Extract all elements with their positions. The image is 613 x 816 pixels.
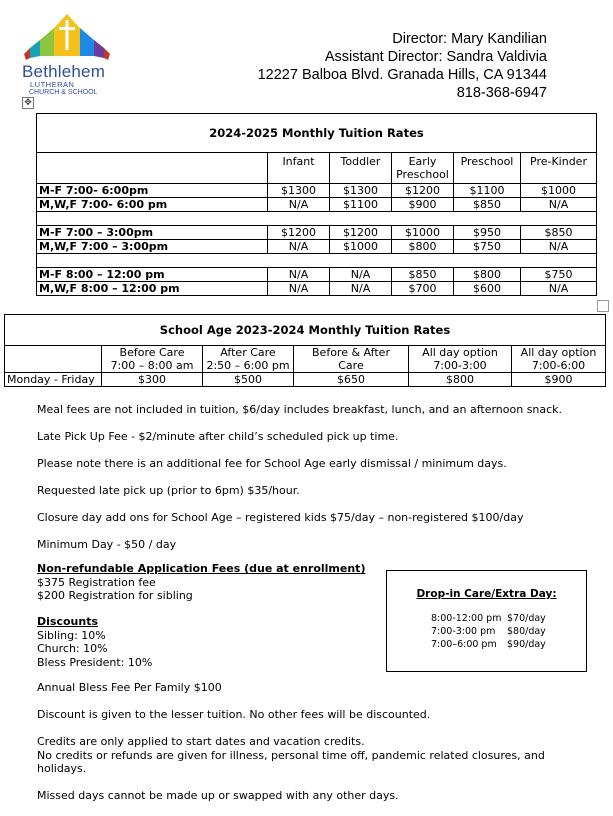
school-age-tuition-table <box>4 314 606 387</box>
rate-cell: $750 <box>521 268 597 282</box>
note-paragraph: Meal fees are not included in tuition, $6/day includes breakfast, lunch, and an afternoon snack. <box>37 403 563 416</box>
col-header-all-day-6 <box>512 346 606 373</box>
col-header-line: 7:00-3:00 <box>433 359 487 372</box>
table-row <box>37 226 597 240</box>
col-header-before-care <box>102 346 203 373</box>
rate-cell: $900 <box>512 373 606 387</box>
rate-cell: $750 <box>454 240 521 254</box>
discount-item: Sibling: 10% <box>37 628 106 642</box>
table-resize-handle[interactable] <box>597 300 609 312</box>
spacer-row <box>37 212 597 226</box>
discount-item: Church: 10% <box>37 642 108 655</box>
note-paragraph <box>37 735 597 776</box>
note-paragraph: Requested late pick up (prior to 6pm) $35/hour. <box>37 484 300 498</box>
rate-cell: N/A <box>268 268 330 282</box>
note-paragraph: Minimum Day - $50 / day <box>37 538 177 552</box>
row-label: M-F 7:00 – 3:00pm <box>37 226 268 240</box>
col-header-early-preschool: Early Preschool <box>392 153 454 184</box>
discounts-heading: Discounts <box>37 615 98 628</box>
fee-item: $200 Registration for sibling <box>37 589 193 602</box>
note-paragraph: Closure day add ons for School Age – registered kids $75/day – non-registered $100/day <box>37 511 524 525</box>
note-line: Credits are only applied to start dates and vacation credits. <box>37 735 365 748</box>
rate-cell: $1000 <box>392 226 454 240</box>
note-paragraph: Please note there is an additional fee for School Age early dismissal / minimum days. <box>37 457 507 471</box>
rate-cell: $650 <box>294 373 409 387</box>
col-header-toddler: Toddler <box>330 153 392 184</box>
table-row <box>37 240 597 254</box>
row-label: M-F 7:00- 6:00pm <box>37 184 268 198</box>
rate-cell: N/A <box>521 240 597 254</box>
table-row <box>5 373 606 387</box>
table-move-handle-icon[interactable]: ✥ <box>22 97 34 109</box>
application-fees-heading: Non-refundable Application Fees (due at enrollment) <box>37 562 366 575</box>
table-row <box>37 282 597 296</box>
rate-cell: $1200 <box>392 184 454 198</box>
col-header-line: All day option <box>422 346 498 359</box>
col-header-line: Care <box>338 359 364 372</box>
rate-cell: $500 <box>203 373 294 387</box>
row-label: M,W,F 7:00 – 3:00pm <box>37 240 268 254</box>
drop-in-price: $80/day <box>507 626 546 637</box>
note-line: No credits or refunds are given for illness, personal time off, pandemic related closures, and holidays. <box>37 748 545 775</box>
school-logo <box>20 12 115 102</box>
rate-cell: $800 <box>454 268 521 282</box>
col-header-line: Before Care <box>119 346 185 359</box>
rate-cell: N/A <box>268 282 330 296</box>
drop-in-care-box <box>386 570 587 672</box>
monthly-tuition-table <box>36 113 597 296</box>
logo-name: Bethlehem <box>22 62 106 81</box>
header-empty-cell <box>5 346 102 373</box>
col-header-line: Before & After <box>312 346 390 359</box>
logo-subtitle-lutheran: LUTHERAN <box>30 80 75 89</box>
row-label: M,W,F 8:00 – 12:00 pm <box>37 282 268 296</box>
director-line: Director: Mary Kandilian <box>392 31 547 47</box>
drop-in-rate-row <box>431 638 586 651</box>
annual-fee-line: Annual Bless Fee Per Family $100 <box>37 681 222 694</box>
drop-in-price: $90/day <box>507 639 546 650</box>
tuition-table-title: 2024-2025 Monthly Tuition Rates <box>37 114 597 153</box>
note-paragraph: Late Pick Up Fee - $2/minute after child’s scheduled pick up time. <box>37 430 399 444</box>
col-header-line: After Care <box>220 346 276 359</box>
row-label: Monday - Friday <box>5 373 102 387</box>
rate-cell: $800 <box>409 373 512 387</box>
logo-subtitle-church-school: CHURCH & SCHOOL <box>29 89 98 96</box>
col-header-preschool: Preschool <box>454 153 521 184</box>
table-row <box>37 184 597 198</box>
drop-in-time: 8:00-12:00 pm <box>431 613 502 624</box>
rate-cell: $1300 <box>268 184 330 198</box>
rate-cell: N/A <box>268 198 330 212</box>
header-empty-cell <box>37 153 268 184</box>
address-line: 12227 Balboa Blvd. Granada Hills, CA 91344 <box>257 67 547 83</box>
col-header-after-care <box>203 346 294 373</box>
col-header-before-after-care <box>294 346 409 373</box>
rate-cell: $1100 <box>330 198 392 212</box>
col-header-line: 7:00 – 8:00 am <box>110 359 194 372</box>
lower-notes <box>37 681 597 816</box>
col-header-line: All day option <box>520 346 597 359</box>
table-row <box>37 198 597 212</box>
rate-cell: $950 <box>454 226 521 240</box>
rate-cell: N/A <box>521 198 597 212</box>
rate-cell: $300 <box>102 373 203 387</box>
rate-cell: $850 <box>521 226 597 240</box>
church-window-logo-icon <box>20 12 115 62</box>
drop-in-time: 7:00-3:00 pm <box>431 626 496 637</box>
rate-cell: $800 <box>392 240 454 254</box>
rate-cell: $1200 <box>268 226 330 240</box>
rate-cell: $1000 <box>330 240 392 254</box>
rate-cell: $1000 <box>521 184 597 198</box>
row-label: M-F 8:00 – 12:00 pm <box>37 268 268 282</box>
rate-cell: N/A <box>268 240 330 254</box>
rate-cell: $900 <box>392 198 454 212</box>
table-row <box>37 268 597 282</box>
assistant-director-line: Assistant Director: Sandra Valdivia <box>324 49 547 65</box>
drop-in-rate-row <box>431 625 586 638</box>
rate-cell: $600 <box>454 282 521 296</box>
fee-notes <box>37 403 577 566</box>
col-header-pre-kinder: Pre-Kinder <box>521 153 597 184</box>
note-paragraph: Missed days cannot be made up or swapped with any other days. <box>37 789 399 802</box>
note-paragraph: Discount is given to the lesser tuition. No other fees will be discounted. <box>37 708 431 721</box>
rate-cell: $700 <box>392 282 454 296</box>
row-label: M,W,F 7:00- 6:00 pm <box>37 198 268 212</box>
fees-and-discounts <box>37 562 365 669</box>
fee-item: $375 Registration fee <box>37 575 156 589</box>
rate-cell: $1100 <box>454 184 521 198</box>
drop-in-title: Drop-in Care/Extra Day: <box>416 588 557 600</box>
drop-in-time: 7:00–6:00 pm <box>431 639 497 650</box>
col-header-line: 2:50 – 6:00 pm <box>206 359 290 372</box>
rate-cell: $1200 <box>330 226 392 240</box>
discount-item: Bless President: 10% <box>37 655 153 669</box>
rate-cell: N/A <box>521 282 597 296</box>
phone-line: 818-368-6947 <box>456 85 547 101</box>
rate-cell: $850 <box>392 268 454 282</box>
drop-in-price: $70/day <box>507 613 546 624</box>
school-age-table-title: School Age 2023-2024 Monthly Tuition Rates <box>5 315 606 346</box>
spacer-row <box>37 254 597 268</box>
col-header-infant: Infant <box>268 153 330 184</box>
rate-cell: $850 <box>454 198 521 212</box>
rate-cell: $1300 <box>330 184 392 198</box>
rate-cell: N/A <box>330 282 392 296</box>
col-header-all-day-3 <box>409 346 512 373</box>
drop-in-rate-row <box>431 612 586 625</box>
col-header-line: 7:00-6:00 <box>531 359 586 372</box>
contact-header <box>258 30 547 102</box>
rate-cell: N/A <box>330 268 392 282</box>
